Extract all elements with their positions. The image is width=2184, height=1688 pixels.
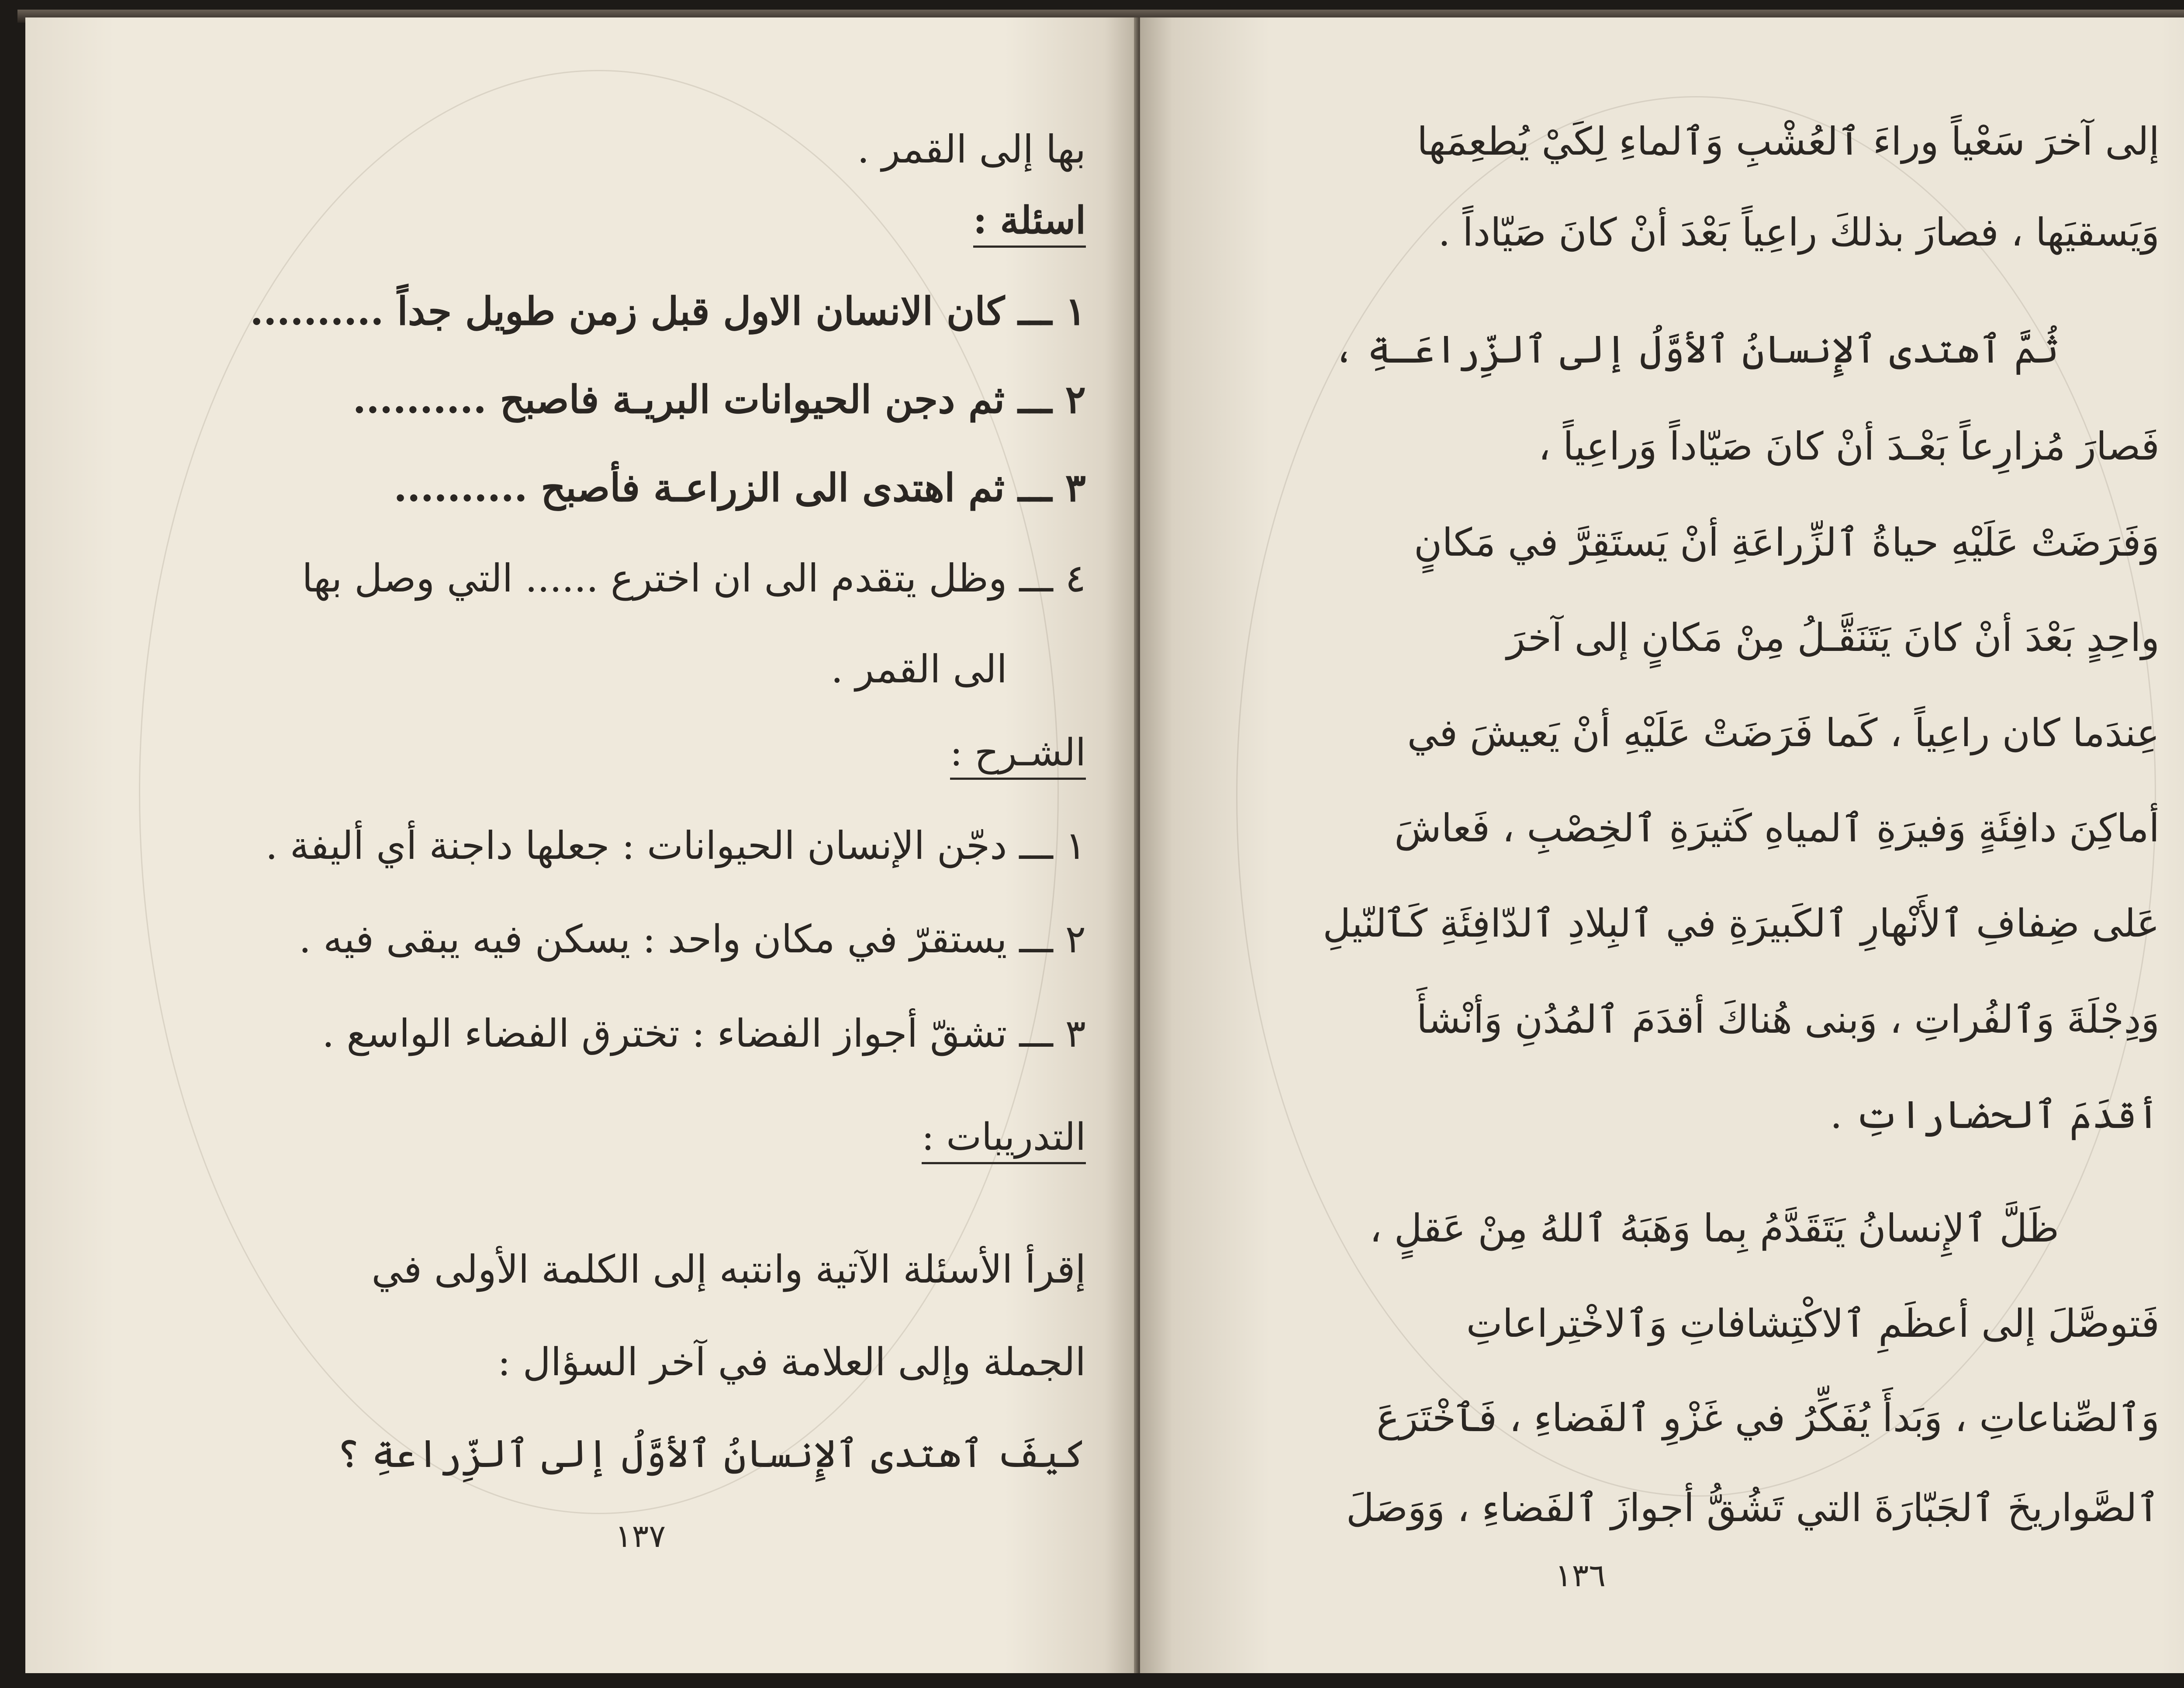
paragraph-3-line: ظَلَّ ٱلإِنسانُ يَتَقَدَّمُ بِما وَهَبَهُ ٱللهُ مِنْ عَقلٍ ،: [1369, 1206, 2059, 1251]
show-through-mark: [1236, 96, 2156, 1497]
questions-heading: اسئلة :: [973, 202, 1086, 248]
exercises-heading: التدريبات :: [922, 1118, 1086, 1164]
explanation-line: ٣ ـــ تشقّ أجواز الفضاء : تخترق الفضاء الواسع .: [322, 1011, 1086, 1056]
paragraph-3-line: وَٱلصِّناعاتِ ، وَبَدأَ يُفَكِّرُ في غَزْوِ ٱلفَضاءِ ، فَٱخْتَرَعَ: [1376, 1395, 2160, 1440]
exercise-line: الجملة وإلى العلامة في آخر السؤال :: [498, 1339, 1086, 1384]
paragraph-3-line: فَتوصَّلَ إلى أعظَمِ ٱلاكْتِشافاتِ وَٱلاخْتِراعاتِ: [1466, 1301, 2160, 1346]
paragraph-2-line: وَفَرَضَتْ عَلَيْهِ حياةُ ٱلزِّراعَةِ أنْ يَستَقِرَّ في مَكانٍ: [1413, 520, 2160, 565]
paragraph-2-line: أماكِنَ دافِئَةٍ وَفيرَةِ ٱلمياهِ كَثيرَةِ ٱلخِصْبِ ، فَعاشَ: [1394, 806, 2160, 851]
paragraph-2-line: واحِدٍ بَعْدَ أنْ كانَ يَتَنَقَّـلُ مِنْ مَكانٍ إلى آخرَ: [1507, 615, 2160, 660]
paragraph-2-line: فَصارَ مُزارِعاً بَعْـدَ أنْ كانَ صَيّاداً وَراعِياً ،: [1538, 424, 2160, 469]
question-line: ٢ ـــ ثم دجن الحيوانات البريـة فاصبح ..........: [352, 377, 1086, 422]
exercise-line: كيفَ ٱهتدى ٱلإِنسانُ ٱلأوَّلُ إلى ٱلزِّراعةِ ؟: [337, 1431, 1086, 1476]
paragraph-2-line: عِندَما كان راعِياً ، كَما فَرَضَتْ عَلَيْهِ أنْ يَعيشَ في: [1407, 710, 2160, 755]
paragraph-1-line: إلى آخرَ سَعْياً وراءَ ٱلعُشْبِ وَٱلماءِ لِكَيْ يُطعِمَها: [1417, 119, 2160, 164]
page-number: ١٣٦: [1555, 1557, 1606, 1594]
paragraph-3-line: ٱلصَّواريخَ ٱلجَبّارَةَ التي تَشُقُّ أجوازَ ٱلفَضاءِ ، وَوَصَلَ: [1346, 1485, 2160, 1530]
explanation-line: ١ ـــ دجّن الإنسان الحيوانات : جعلها داجنة أي أليفة .: [265, 823, 1086, 868]
explanation-line: ٢ ـــ يستقرّ في مكان واحد : يسكن فيه يبقى فيه .: [299, 917, 1086, 962]
paragraph-2-line: وَدِجْلَةَ وَٱلفُراتِ ، وَبنى هُناكَ أقدَمَ ٱلمُدُنِ وَأنْشأَ: [1416, 997, 2160, 1042]
exercise-line: إقرأ الأسئلة الآتية وانتبه إلى الكلمة الأولى في: [371, 1247, 1086, 1292]
paragraph-1-line: وَيَسقيَها ، فصارَ بذلكَ راعِياً بَعْدَ أنْ كانَ صَيّاداً .: [1438, 210, 2160, 255]
right-page: [1140, 17, 2184, 1673]
left-top-line: بها إلى القمر .: [857, 127, 1086, 172]
left-page: [25, 17, 1138, 1673]
explanation-heading: الشـرح :: [950, 734, 1086, 780]
question-line: ٣ ـــ ثم اهتدى الى الزراعـة فأصبح ..........: [394, 465, 1086, 510]
paragraph-2-line: ثُمَّ ٱهتدى ٱلإِنسانُ ٱلأوَّلُ إلى ٱلزِّراعَـةِ ،: [1332, 327, 2059, 372]
question-line: ٤ ـــ وظل يتقدم الى ان اخترع ...... التي وصل بها: [302, 556, 1086, 601]
paragraph-2-line: عَلى ضِفافِ ٱلأَنْهارِ ٱلكَبيرَةِ في ٱلبِلادِ ٱلدّافِئَةِ كَٱلنّيلِ: [1323, 901, 2160, 946]
show-through-mark: [139, 70, 1059, 1514]
page-number: ١٣٧: [615, 1518, 666, 1554]
paragraph-2-line: أقدَمَ ٱلحضاراتِ .: [1830, 1092, 2160, 1137]
question-line: ١ ـــ كان الانسان الاول قبل زمن طويل جداً ..........: [250, 288, 1086, 334]
question-line: الى القمر .: [831, 647, 1007, 692]
